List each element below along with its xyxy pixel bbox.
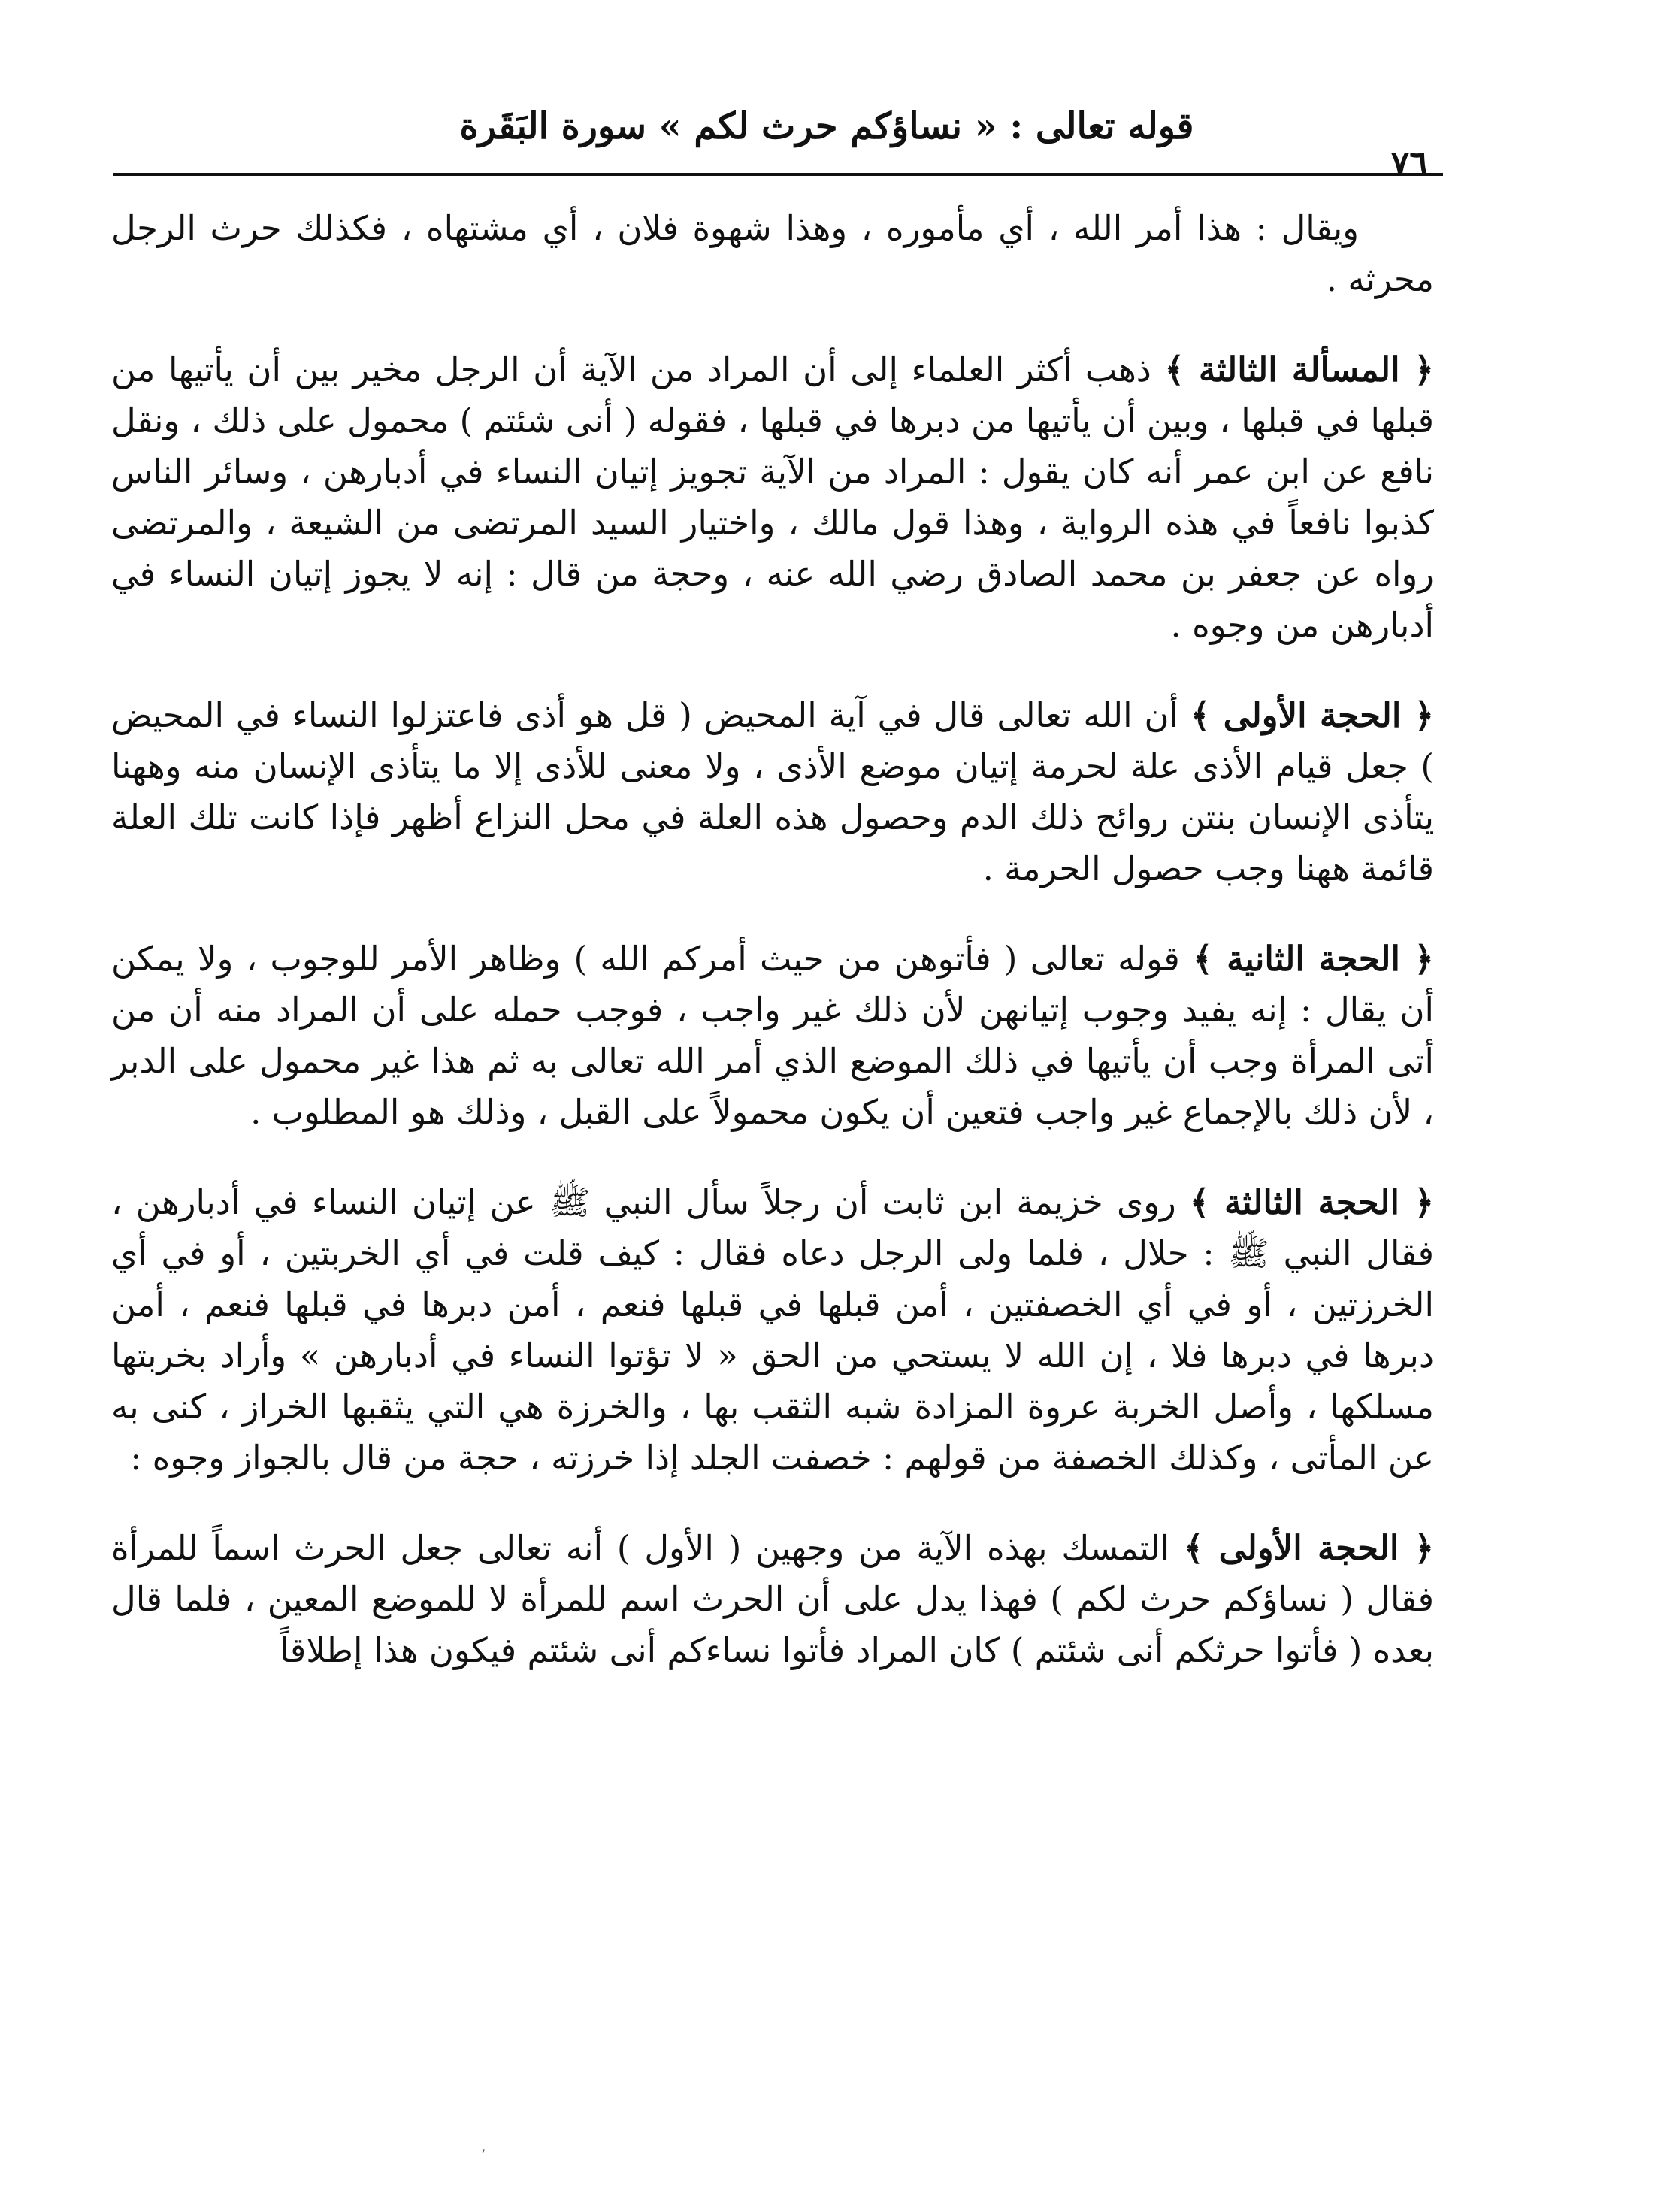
paragraph-heading: ﴿ الحجة الثالثة ﴾ xyxy=(1189,1182,1434,1222)
footer-mark: ٬ xyxy=(481,2146,486,2164)
paragraph xyxy=(111,203,1434,305)
paragraph xyxy=(111,934,1434,1138)
page-number: ٧٦ xyxy=(1390,143,1428,183)
paragraph xyxy=(111,1523,1434,1676)
paragraph-text: ذهب أكثر العلماء إلى أن المراد من الآية أن الرجل مخير بين أن يأتيها من قبلها في قبلها ، وبين أن يأتيها من دبرها في قبلها ، فقوله ( أنى شئتم ) محمول على ذلك ، ونقل نافع عن ابن عمر أنه كان يقول : المراد من الآية تجويز إتيان النساء في أدبارهن ، وسائر الناس كذبوا نافعاً في هذه الرواية ، وهذا قول مالك ، واختيار السيد المرتضى من الشيعة ، والمرتضى رواه عن جعفر بن محمد الصادق رضي الله عنه ، وحجة من قال : إنه لا يجوز إتيان النساء في أدبارهن من وجوه . xyxy=(111,350,1434,645)
paragraph-heading: ﴿ الحجة الأولى ﴾ xyxy=(1184,1528,1434,1568)
paragraph xyxy=(111,1177,1434,1484)
page-header xyxy=(113,105,1443,183)
paragraph-heading: ﴿ الحجة الثانية ﴾ xyxy=(1193,939,1434,979)
paragraph-text: قوله تعالى ( فأتوهن من حيث أمركم الله ) وظاهر الأمر للوجوب ، ولا يمكن أن يقال : إنه يفيد وجوب إتيانهن لأن ذلك غير واجب ، فوجب حمله على أن المراد منه أن من أتى المرأة وجب أن يأتيها في ذلك الموضع الذي أمر الله تعالى به ثم هذا غير محمول على الدبر ، لأن ذلك بالإجماع غير واجب فتعين أن يكون محمولاً على القبل ، وذلك هو المطلوب . xyxy=(111,939,1434,1132)
page-body xyxy=(111,203,1434,1715)
paragraph-heading: ﴿ المسألة الثالثة ﴾ xyxy=(1164,350,1434,389)
running-title: قوله تعالى : « نساؤكم حرث لكم » سورة البَقَرة xyxy=(459,105,1194,147)
paragraph xyxy=(111,344,1434,651)
paragraph-text: روى خزيمة ابن ثابت أن رجلاً سأل النبي ﷺ عن إتيان النساء في أدبارهن ، فقال النبي ﷺ : حلال ، فلما ولى الرجل دعاه فقال : كيف قلت في أي الخربتين ، أو في أي الخرزتين ، أو في أي الخصفتين ، أمن قبلها في قبلها فنعم ، أمن دبرها في قبلها فنعم ، أمن دبرها في دبرها فلا ، إن الله لا يستحي من الحق « لا تؤتوا النساء في أدبارهن » وأراد بخربتها مسلكها ، وأصل الخربة عروة المزادة شبه الثقب بها ، والخرزة هي التي يثقبها الخراز ، كنى به عن المأتى ، وكذلك الخصفة من قولهم : خصفت الجلد إذا خرزته ، حجة من قال بالجواز وجوه : xyxy=(111,1182,1434,1478)
header-rule xyxy=(113,173,1443,176)
paragraph-heading: ﴿ الحجة الأولى ﴾ xyxy=(1190,695,1434,735)
paragraph xyxy=(111,690,1434,894)
paragraph-text: أن الله تعالى قال في آية المحيض ( قل هو أذى فاعتزلوا النساء في المحيض ) جعل قيام الأذى علة لحرمة إتيان موضع الأذى ، ولا معنى للأذى إلا ما يتأذى الإنسان منه وههنا يتأذى الإنسان بنتن روائح ذلك الدم وحصول هذه العلة في محل النزاع أظهر فإذا كانت تلك العلة قائمة ههنا وجب حصول الحرمة . xyxy=(111,695,1434,888)
paragraph-text: ويقال : هذا أمر الله ، أي مأموره ، وهذا شهوة فلان ، أي مشتهاه ، فكذلك حرث الرجل محرثه . xyxy=(111,208,1434,299)
paragraph-text: التمسك بهذه الآية من وجهين ( الأول ) أنه تعالى جعل الحرث اسماً للمرأة فقال ( نساؤكم حرث لكم ) فهذا يدل على أن الحرث اسم للمرأة لا للموضع المعين ، فلما قال بعده ( فأتوا حرثكم أنى شئتم ) كان المراد فأتوا نساءكم أنى شئتم فيكون هذا إطلاقاً xyxy=(111,1528,1434,1670)
